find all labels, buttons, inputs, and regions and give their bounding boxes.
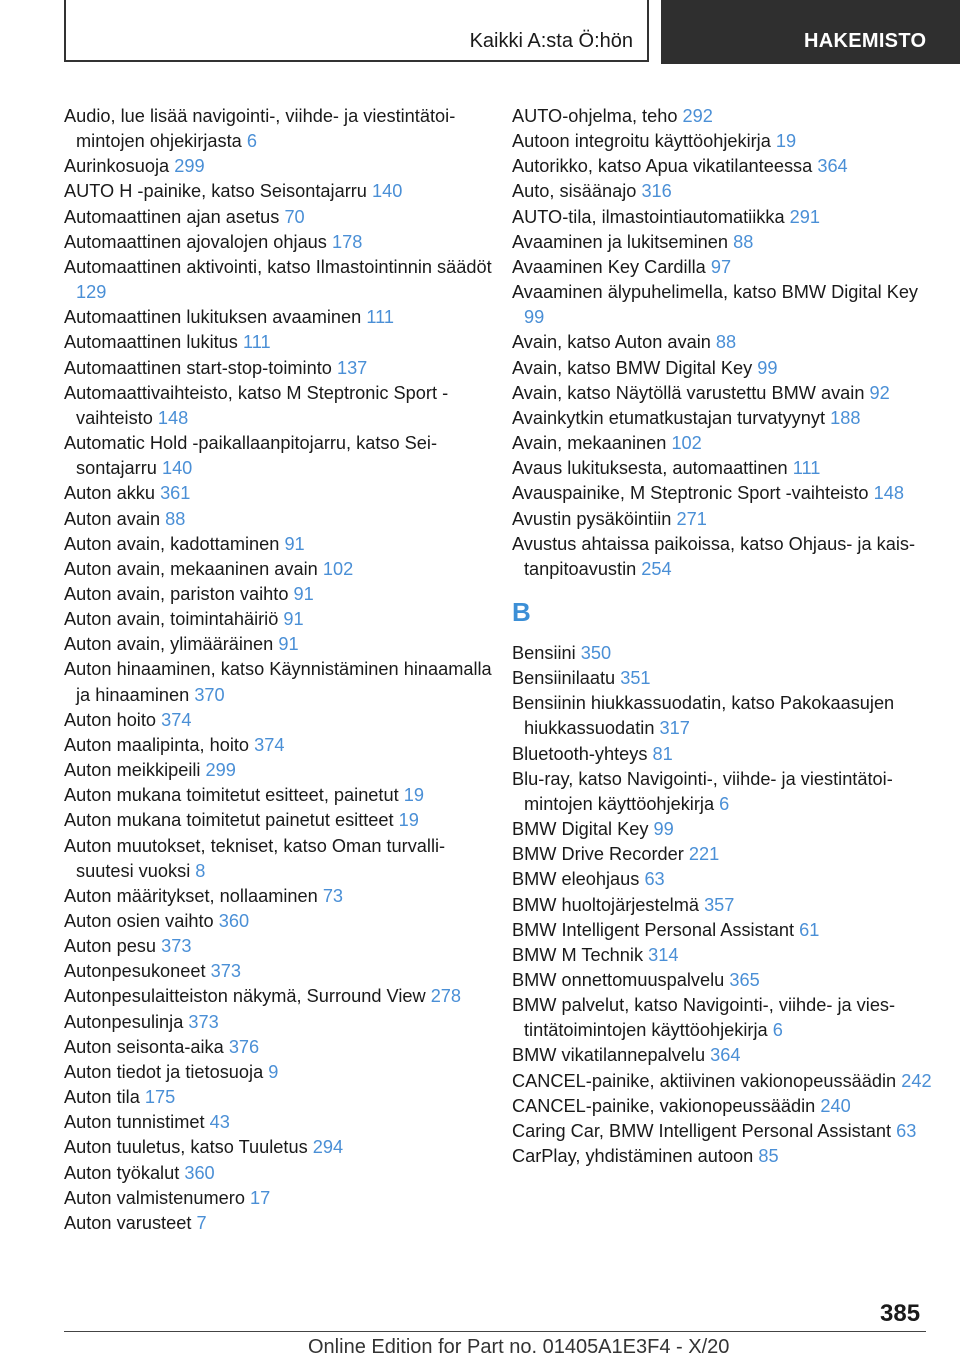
index-entry xyxy=(512,918,932,943)
index-entry-text: Caring Car, BMW Intelligent Personal Assistant xyxy=(512,1120,892,1141)
index-entry-text: Auton tiedot ja tietosuoja xyxy=(64,1061,264,1082)
index-entry-text: CarPlay, yhdistäminen autoon xyxy=(512,1146,754,1167)
index-entry-text: Auton mukana toimitetut painetut esitteet xyxy=(64,810,394,831)
index-entry xyxy=(512,532,932,582)
index-entry-text: Auton työkalut xyxy=(64,1162,180,1183)
index-entry-text: Auton avain, pariston vaihto xyxy=(64,583,289,604)
index-entry xyxy=(512,507,932,532)
index-entry xyxy=(64,104,494,154)
index-entry-text: AUTO H -painike, katso Seisontajarru xyxy=(64,181,367,202)
index-entry xyxy=(64,808,494,833)
index-entry-page-link[interactable]: 373 xyxy=(188,1011,219,1032)
index-entry-page-link[interactable]: 365 xyxy=(729,970,760,990)
index-entry-page-link[interactable]: 242 xyxy=(901,1070,932,1091)
index-entry-text: Auton määritykset, nollaaminen xyxy=(64,885,318,906)
index-entry-text: Bensiinin hiukkassuodatin, katso Pakokaasujen hiukkassuodatin xyxy=(512,693,895,739)
index-entry-text: Auton hinaaminen, katso Käynnistäminen hinaamalla ja hinaaminen xyxy=(64,659,492,705)
index-entry-page-link[interactable]: 361 xyxy=(160,483,191,504)
index-entry xyxy=(64,758,494,783)
footer-rule xyxy=(64,1331,926,1332)
index-entry-page-link[interactable]: 292 xyxy=(682,106,713,126)
index-entry xyxy=(512,154,932,179)
index-entry-page-link[interactable]: 88 xyxy=(733,231,754,252)
index-entry xyxy=(512,406,932,431)
index-entry xyxy=(512,280,932,330)
index-entry-page-link[interactable]: 240 xyxy=(820,1095,851,1116)
index-entry-page-link[interactable]: 364 xyxy=(710,1045,741,1066)
index-entry xyxy=(64,783,494,808)
index-entry-page-link[interactable]: 17 xyxy=(250,1187,271,1208)
header-tab-label: HAKEMISTO xyxy=(804,30,927,52)
index-entry xyxy=(64,934,494,959)
index-entry-text: Auton seisonta-aika xyxy=(64,1036,224,1057)
index-entry-page-link[interactable]: 175 xyxy=(144,1087,176,1108)
index-entry-page-link[interactable]: 102 xyxy=(671,433,702,454)
index-entry-page-link[interactable]: 351 xyxy=(620,668,651,689)
index-entry-page-link[interactable]: 91 xyxy=(283,609,304,630)
index-entry xyxy=(512,1119,932,1144)
index-entry-page-link[interactable]: 99 xyxy=(653,819,674,840)
index-entry xyxy=(64,733,494,758)
index-entry-page-link[interactable]: 299 xyxy=(205,760,236,781)
index-entry-page-link[interactable]: 8 xyxy=(195,860,206,881)
index-entry-page-link[interactable]: 19 xyxy=(403,785,424,806)
index-entry xyxy=(512,943,932,968)
index-entry-page-link[interactable]: 360 xyxy=(184,1162,215,1183)
index-entry-page-link[interactable]: 111 xyxy=(242,332,271,353)
index-entry-text: Auton tuuletus, katso Tuuletus xyxy=(64,1137,308,1158)
index-entry-page-link[interactable]: 85 xyxy=(758,1146,779,1167)
index-entry xyxy=(512,993,932,1043)
index-entry xyxy=(512,481,932,506)
footer-text: Online Edition for Part no. 01405A1E3F4 - X/20 xyxy=(308,1336,730,1358)
index-entry-page-link[interactable]: 140 xyxy=(161,458,193,479)
index-entry-page-link[interactable]: 7 xyxy=(196,1212,207,1233)
index-entry xyxy=(512,666,932,691)
index-entry-text: CANCEL-painike, vakionopeussäädin xyxy=(512,1095,816,1116)
index-entry-text: Automaattinen start-stop-toiminto xyxy=(64,357,332,378)
index-entry-page-link[interactable]: 374 xyxy=(161,709,192,730)
index-entry-text: Avain, katso BMW Digital Key xyxy=(512,357,753,378)
index-entry-text: Bensiinilaatu xyxy=(512,668,616,689)
index-entry-page-link[interactable]: 61 xyxy=(799,919,820,940)
index-entry-text: AUTO-tila, ilmastointiautomatiikka xyxy=(512,206,785,227)
index-entry xyxy=(64,356,494,381)
index-entry-page-link[interactable]: 73 xyxy=(322,885,344,906)
index-entry-page-link[interactable]: 357 xyxy=(704,894,735,915)
index-group-b xyxy=(512,641,932,1169)
index-entry-page-link[interactable]: 294 xyxy=(312,1137,344,1158)
index-entry-text: Auto, sisäänajo xyxy=(512,181,637,202)
index-entry-text: AUTO-ohjelma, teho xyxy=(512,106,678,126)
index-entry-text: Blu-ray, katso Navigointi-, viihde- ja viestintätoimintojen käyttöohjekirja xyxy=(512,768,893,814)
index-entry-page-link[interactable]: 364 xyxy=(817,156,848,177)
index-entry xyxy=(64,305,494,330)
index-entry xyxy=(512,381,932,406)
index-entry-text: BMW Digital Key xyxy=(512,819,649,840)
header-section-label: Kaikki A:sta Ö:hön xyxy=(469,30,633,52)
index-entry-text: Auton avain, kadottaminen xyxy=(64,533,280,554)
index-entry xyxy=(64,1085,494,1110)
index-entry-page-link[interactable]: 102 xyxy=(322,558,354,579)
index-entry-text: Automaattinen ajan asetus xyxy=(64,206,280,227)
index-entry-page-link[interactable]: 92 xyxy=(869,382,890,403)
index-entry-text: Avaus lukituksesta, automaattinen xyxy=(512,458,788,479)
index-entry xyxy=(64,230,494,255)
index-entry-text: Auton avain, toimintahäiriö xyxy=(64,609,279,630)
index-entry xyxy=(512,431,932,456)
index-entry-page-link[interactable]: 88 xyxy=(165,508,186,529)
index-entry-page-link[interactable]: 271 xyxy=(676,508,707,529)
section-letter: B xyxy=(512,596,531,627)
index-entry xyxy=(512,456,932,481)
index-entry-text: CANCEL-painike, aktiivinen vakionopeussäädin xyxy=(512,1070,897,1091)
index-entry-page-link[interactable]: 148 xyxy=(157,407,189,428)
index-entry xyxy=(512,1094,932,1119)
index-entry-page-link[interactable]: 221 xyxy=(688,844,720,865)
index-entry xyxy=(512,230,932,255)
index-entry-page-link[interactable]: 178 xyxy=(331,231,363,252)
index-entry-page-link[interactable]: 19 xyxy=(775,131,797,152)
index-entry-text: Avaaminen ja lukitseminen xyxy=(512,231,729,252)
index-entry-text: Autonpesukoneet xyxy=(64,961,206,982)
index-entry-text: BMW Intelligent Personal Assistant xyxy=(512,919,795,940)
index-entry xyxy=(64,481,494,506)
index-entry xyxy=(512,867,932,892)
index-entry-text: BMW M Technik xyxy=(512,944,644,965)
index-entry-page-link[interactable]: 129 xyxy=(76,282,107,303)
index-entry-page-link[interactable]: 70 xyxy=(284,206,305,227)
index-entry xyxy=(64,884,494,909)
index-entry xyxy=(64,708,494,733)
index-column-right xyxy=(512,104,932,1169)
index-entry xyxy=(512,255,932,280)
index-entry-text: Automaattinen lukitus xyxy=(64,332,238,353)
index-entry xyxy=(64,959,494,984)
index-entry xyxy=(512,893,932,918)
index-entry-text: Avain, katso Auton avain xyxy=(512,332,711,353)
index-entry-text: Auton valmistenumero xyxy=(64,1187,245,1208)
index-entry-text: Auton osien vaihto xyxy=(64,911,214,931)
index-entry xyxy=(64,1135,494,1160)
index-entry-text: Auton varusteet xyxy=(64,1212,192,1233)
index-entry-text: BMW eleohjaus xyxy=(512,869,640,890)
index-entry-text: Autorikko, katso Apua vikatilanteessa xyxy=(512,156,813,177)
index-entry xyxy=(64,582,494,607)
index-entry xyxy=(512,742,932,767)
index-entry-text: Avain, mekaaninen xyxy=(512,433,667,454)
index-entry xyxy=(512,1144,932,1169)
index-entry-text: Automaattinen lukituksen avaaminen xyxy=(64,307,362,328)
index-entry-page-link[interactable]: 99 xyxy=(757,357,778,378)
index-entry-text: Auton avain, ylimääräinen xyxy=(64,634,274,655)
index-entry xyxy=(64,1186,494,1211)
index-entry xyxy=(64,657,494,707)
index-entry xyxy=(64,179,494,204)
index-entry-page-link[interactable]: 148 xyxy=(873,483,904,504)
index-entry-text: Auton avain xyxy=(64,508,161,529)
index-entry xyxy=(64,909,494,934)
index-entry xyxy=(64,1211,494,1236)
index-entry-page-link[interactable]: 360 xyxy=(218,911,250,931)
index-entry xyxy=(64,607,494,632)
index-entry-page-link[interactable]: 81 xyxy=(652,743,673,764)
index-entry-page-link[interactable]: 91 xyxy=(278,634,299,655)
index-entry-page-link[interactable]: 63 xyxy=(896,1120,917,1141)
index-entry-page-link[interactable]: 9 xyxy=(268,1061,279,1082)
index-entry-text: BMW huoltojärjestelmä xyxy=(512,894,699,915)
index-entry-text: Avauspainike, M Steptronic Sport -vaihteisto xyxy=(512,483,869,504)
index-entry-text: Bensiini xyxy=(512,642,576,663)
header-tab[interactable] xyxy=(661,0,960,64)
index-entry-text: Automaattinen aktivointi, katso Ilmastointinnin säädöt xyxy=(64,256,492,277)
index-entry xyxy=(64,557,494,582)
index-entry xyxy=(64,431,494,481)
index-entry-text: Bluetooth-yhteys xyxy=(512,743,648,764)
index-entry-page-link[interactable]: 350 xyxy=(580,642,612,663)
index-entry-text: Autonpesulinja xyxy=(64,1011,184,1032)
index-entry xyxy=(64,154,494,179)
index-entry xyxy=(64,532,494,557)
index-entry-text: Auton hoito xyxy=(64,709,157,730)
index-entry-text: Automaattivaihteisto, katso M Steptronic Sport -vaihteisto xyxy=(64,382,449,428)
page-number: 385 xyxy=(880,1300,921,1327)
index-entry xyxy=(64,205,494,230)
index-entry-page-link[interactable]: 317 xyxy=(659,718,690,739)
index-entry-page-link[interactable]: 111 xyxy=(792,458,821,479)
index-entry-text: Avustus ahtaissa paikoissa, katso Ohjaus- ja kaistanpitoavustin xyxy=(512,533,916,579)
index-entry-text: Auton muutokset, tekniset, katso Oman turvallisuutesi vuoksi xyxy=(64,835,446,881)
index-entry-text: Auton tila xyxy=(64,1087,140,1108)
index-entry-text: Aurinkosuoja xyxy=(64,156,170,177)
index-entry-text: Avain, katso Näytöllä varustettu BMW avain xyxy=(512,382,865,403)
index-entry-page-link[interactable]: 254 xyxy=(641,558,672,579)
index-entry-page-link[interactable]: 314 xyxy=(648,944,679,965)
index-entry-page-link[interactable]: 6 xyxy=(246,131,257,152)
index-entry xyxy=(512,104,932,129)
index-entry-page-link[interactable]: 373 xyxy=(161,936,192,957)
index-entry-text: Avaaminen älypuhelimella, katso BMW Digital Key xyxy=(512,282,919,303)
index-entry-page-link[interactable]: 111 xyxy=(366,307,394,328)
index-entry xyxy=(512,179,932,204)
index-entry-page-link[interactable]: 6 xyxy=(719,793,730,814)
index-entry-text: Auton akku xyxy=(64,483,155,504)
index-entry xyxy=(512,1043,932,1068)
index-entry-text: BMW Drive Recorder xyxy=(512,844,684,865)
index-entry-page-link[interactable]: 137 xyxy=(336,357,368,378)
index-entry-page-link[interactable]: 299 xyxy=(174,156,205,177)
index-entry xyxy=(64,632,494,657)
index-entry xyxy=(64,1161,494,1186)
index-entry xyxy=(64,507,494,532)
index-entry xyxy=(64,984,494,1009)
index-entry-page-link[interactable]: 99 xyxy=(524,307,545,328)
index-column-left xyxy=(64,104,494,1236)
index-entry-text: Autoon integroitu käyttöohjekirja xyxy=(512,131,771,152)
index-entry-page-link[interactable]: 91 xyxy=(293,583,314,604)
index-entry-text: BMW vikatilannepalvelu xyxy=(512,1045,706,1066)
index-entry-page-link[interactable]: 291 xyxy=(789,206,820,227)
index-group-a xyxy=(512,104,932,582)
index-entry-text: Auton tunnistimet xyxy=(64,1112,205,1133)
index-entry xyxy=(512,205,932,230)
index-entry-page-link[interactable]: 140 xyxy=(371,181,403,202)
index-entry-text: Audio, lue lisää navigointi-, viihde- ja viestintätoimintojen ohjekirjasta xyxy=(64,106,456,152)
index-entry-text: Automatic Hold -paikallaanpitojarru, katso Seisontajarru xyxy=(64,433,438,479)
index-entry xyxy=(512,129,932,154)
index-entry-text: Auton mukana toimitetut esitteet, painetut xyxy=(64,785,399,806)
index-entry-page-link[interactable]: 88 xyxy=(715,332,737,353)
index-entry-page-link[interactable]: 278 xyxy=(430,986,462,1007)
index-entry-page-link[interactable]: 370 xyxy=(194,684,225,705)
index-entry xyxy=(512,356,932,381)
index-entry-text: Avustin pysäköintiin xyxy=(512,508,672,529)
index-entry-page-link[interactable]: 316 xyxy=(641,181,672,202)
index-entry xyxy=(64,1010,494,1035)
index-entry-text: Avainkytkin etumatkustajan turvatyynyt xyxy=(512,407,826,428)
index-entry-page-link[interactable]: 43 xyxy=(209,1112,230,1133)
index-entry-page-link[interactable]: 91 xyxy=(284,533,305,554)
index-entry-page-link[interactable]: 188 xyxy=(830,407,861,428)
index-entry xyxy=(512,767,932,817)
index-entry-page-link[interactable]: 63 xyxy=(644,869,665,890)
index-entry-page-link[interactable]: 6 xyxy=(772,1020,783,1041)
index-entry-text: Auton meikkipeili xyxy=(64,760,201,781)
index-entry xyxy=(64,1110,494,1135)
index-entry xyxy=(64,330,494,355)
index-entry xyxy=(512,842,932,867)
index-entry xyxy=(64,1035,494,1060)
index-entry xyxy=(512,968,932,993)
index-entry-page-link[interactable]: 374 xyxy=(254,734,285,755)
index-entry-text: BMW onnettomuuspalvelu xyxy=(512,970,725,990)
index-entry-text: BMW palvelut, katso Navigointi-, viihde- ja viestintätoimintojen käyttöohjekirja xyxy=(512,995,896,1041)
index-entry-text: Automaattinen ajovalojen ohjaus xyxy=(64,231,327,252)
index-entry-page-link[interactable]: 19 xyxy=(398,810,419,831)
index-entry-text: Avaaminen Key Cardilla xyxy=(512,256,706,277)
index-entry-text: Auton avain, mekaaninen avain xyxy=(64,558,318,579)
index-entry-page-link[interactable]: 373 xyxy=(210,961,241,982)
index-entry-text: Auton pesu xyxy=(64,936,157,957)
index-entry xyxy=(512,691,932,741)
index-entry-text: Autonpesulaitteiston näkymä, Surround View xyxy=(64,986,426,1007)
index-entry xyxy=(64,381,494,431)
index-entry xyxy=(512,817,932,842)
index-entry xyxy=(64,255,494,305)
index-entry xyxy=(512,330,932,355)
index-entry xyxy=(64,834,494,884)
index-entry xyxy=(64,1060,494,1085)
index-entry xyxy=(512,1069,932,1094)
index-entry xyxy=(512,641,932,666)
index-entry-text: Auton maalipinta, hoito xyxy=(64,734,250,755)
header-section-box xyxy=(64,0,649,62)
index-entry-page-link[interactable]: 376 xyxy=(228,1036,260,1057)
index-entry-page-link[interactable]: 97 xyxy=(710,256,732,277)
